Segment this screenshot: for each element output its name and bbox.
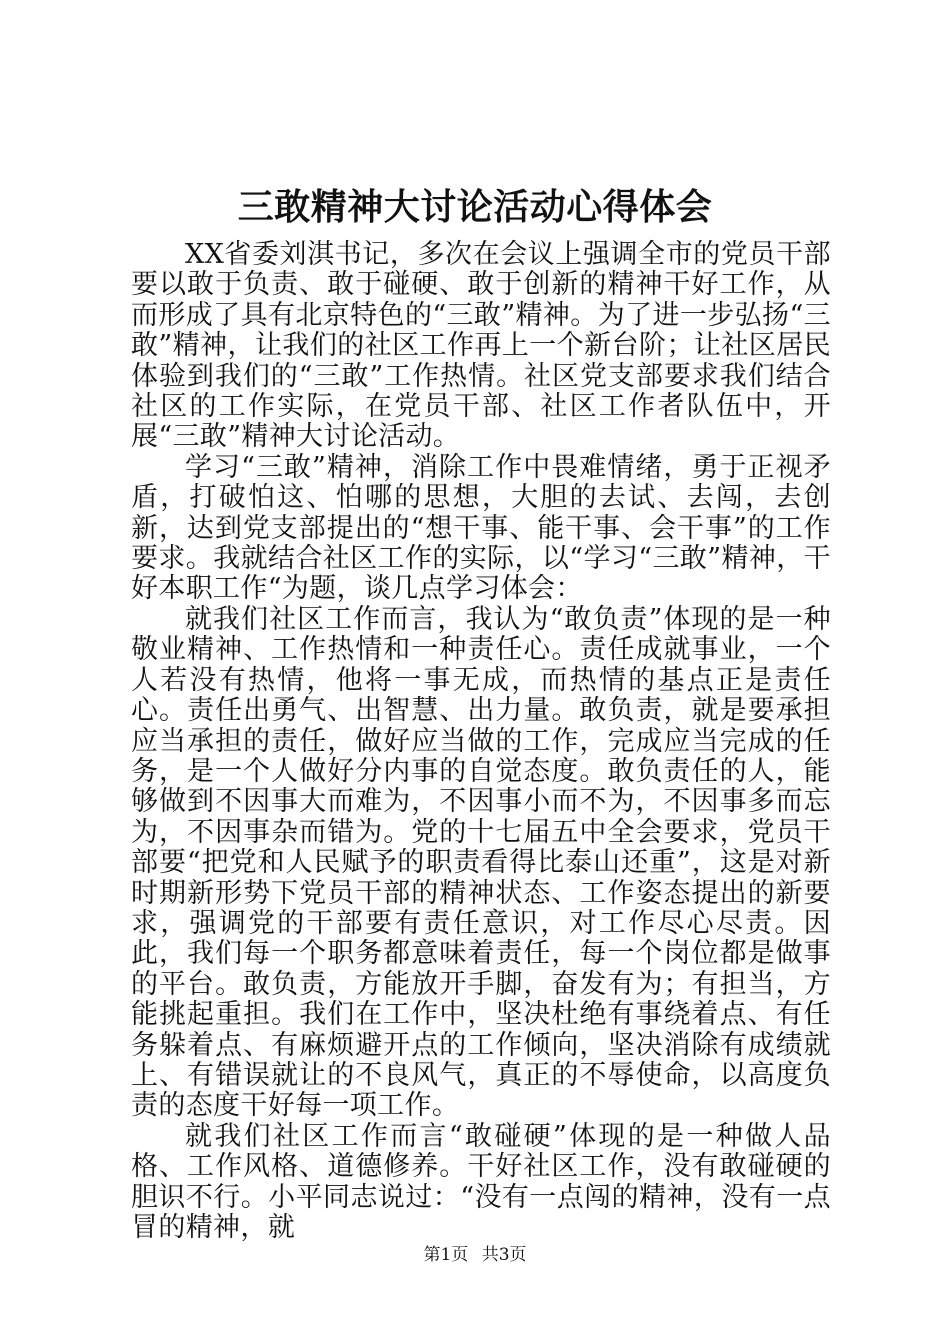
document-title: 三敢精神大讨论活动心得体会 (237, 186, 713, 228)
paragraph: 就我们社区工作而言，我认为“敢负责”体现的是一种敬业精神、工作热情和一种责任心。责任成就事业，一个人若没有热情，他将一事无成，而热情的基点正是责任心。责任出勇气、出智慧、出力量。敢负责，就是要承担应当承担的责任，做好应当做的工作，完成应当完成的任务，是一个人做好分内事的自觉态度。敢负责任的人，能够做到不因事大而难为，不因事小而不为，不因事多而忘为，不因事杂而错为。党的十七届五中全会要求，党员干部要“把党和人民赋予的职责看得比泰山还重”，这是对新时期新形势下党员干部的精神状态、工作姿态提出的新要求，强调党的干部要有责任意识，对工作尽心尽责。因此，我们每一个职务都意味着责任，每一个岗位都是做事的平台。敢负责，方能放开手脚，奋发有为；有担当，方能挑起重担。我们在工作中，坚决杜绝有事绕着点、有任务躲着点、有麻烦避开点的工作倾向，坚决消除有成绩就上、有错误就让的不良风气，真正的不辱使命，以高度负责的态度干好每一项工作。 (131, 603, 831, 1122)
page-total: 共3页 (481, 1245, 527, 1265)
paragraph: 学习“三敢”精神，消除工作中畏难情绪，勇于正视矛盾，打破怕这、怕哪的思想，大胆的去试、去闯，去创新，达到党支部提出的“想干事、能干事、会干事”的工作要求。我就结合社区工作的实际，以“学习“三敢”精神，干好本职工作“为题，谈几点学习体会： (131, 451, 831, 605)
document-body (131, 240, 831, 1243)
page-number: 第1页 (423, 1245, 469, 1265)
page-footer (0, 1243, 950, 1267)
paragraph: 就我们社区工作而言“敢碰硬”体现的是一种做人品格、工作风格、道德修养。干好社区工作，没有敢碰硬的胆识不行。小平同志说过：“没有一点闯的精神，没有一点冒的精神，就 (131, 1120, 831, 1243)
paragraph: XX省委刘淇书记，多次在会议上强调全市的党员干部要以敢于负责、敢于碰硬、敢于创新的精神干好工作，从而形成了具有北京特色的“三敢”精神。为了进一步弘扬“三敢”精神，让我们的社区工作再上一个新台阶；让社区居民体验到我们的“三敢”工作热情。社区党支部要求我们结合社区的工作实际，在党员干部、社区工作者队伍中，开展“三敢”精神大讨论活动。 (131, 239, 831, 453)
